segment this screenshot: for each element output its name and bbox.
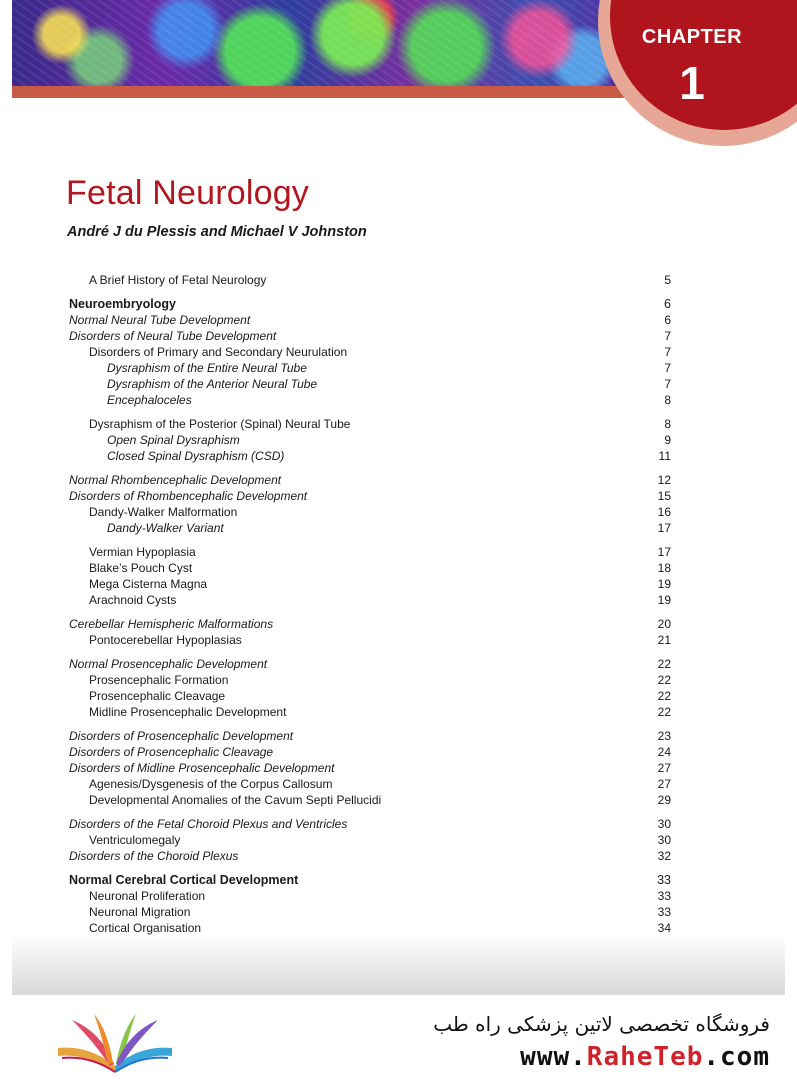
toc-entry-page: 21 bbox=[657, 633, 671, 647]
toc-entry-page: 24 bbox=[657, 745, 671, 759]
toc-entry-page: 18 bbox=[657, 561, 671, 575]
url-suffix: .com bbox=[703, 1042, 770, 1072]
toc-entry-page: 7 bbox=[664, 345, 671, 359]
toc-entry-page: 11 bbox=[658, 449, 671, 463]
toc-entry-page: 15 bbox=[657, 489, 671, 503]
toc-entry[interactable] bbox=[0, 344, 797, 360]
toc-entry-page: 33 bbox=[657, 873, 671, 887]
toc-entry[interactable] bbox=[0, 592, 797, 608]
toc-entry-title: Dysraphism of the Entire Neural Tube bbox=[107, 361, 307, 375]
page-bottom-fade bbox=[12, 935, 785, 995]
toc-entry-page: 5 bbox=[664, 273, 671, 287]
toc-entry-title: Pontocerebellar Hypoplasias bbox=[89, 633, 242, 647]
toc-entry-page: 7 bbox=[664, 329, 671, 343]
toc-entry-page: 22 bbox=[657, 657, 671, 671]
toc-entry-title: Normal Rhombencephalic Development bbox=[69, 473, 282, 487]
toc-entry[interactable] bbox=[0, 616, 797, 632]
toc-entry-page: 22 bbox=[657, 673, 671, 687]
toc-entry[interactable] bbox=[0, 432, 797, 448]
toc-entry-title: Disorders of Prosencephalic Cleavage bbox=[69, 745, 274, 759]
toc-entry[interactable] bbox=[0, 728, 797, 744]
toc-entry[interactable] bbox=[0, 744, 797, 760]
toc-entry-page: 6 bbox=[664, 297, 671, 311]
store-url[interactable] bbox=[410, 1042, 770, 1072]
toc-entry-page: 7 bbox=[664, 361, 671, 375]
toc-entry[interactable] bbox=[0, 792, 797, 808]
toc-entry[interactable] bbox=[0, 888, 797, 904]
toc-entry-page: 27 bbox=[657, 777, 671, 791]
toc-entry[interactable] bbox=[0, 504, 797, 520]
toc-entry-title: Disorders of Rhombencephalic Development bbox=[69, 489, 308, 503]
toc-entry-page: 22 bbox=[657, 689, 671, 703]
toc-entry-page: 9 bbox=[664, 433, 671, 447]
toc-entry[interactable] bbox=[0, 328, 797, 344]
toc-entry-page: 34 bbox=[657, 921, 671, 935]
toc-entry-page: 12 bbox=[657, 473, 671, 487]
toc-entry-title: A Brief History of Fetal Neurology bbox=[89, 273, 267, 287]
toc-entry-title: Developmental Anomalies of the Cavum Septi Pellucidi bbox=[89, 793, 382, 807]
toc-entry[interactable] bbox=[0, 488, 797, 504]
toc-entry-title: Dandy-Walker Malformation bbox=[89, 505, 238, 519]
toc-entry-title: Cortical Organisation bbox=[89, 921, 202, 935]
toc-entry[interactable] bbox=[0, 448, 797, 464]
toc-entry-title: Disorders of the Fetal Choroid Plexus and Ventricles bbox=[69, 817, 348, 831]
url-brand: RaheTeb bbox=[586, 1042, 704, 1072]
toc-entry-title: Normal Cerebral Cortical Development bbox=[69, 873, 299, 887]
toc-entry-title: Disorders of Prosencephalic Development bbox=[69, 729, 294, 743]
toc-entry-page: 20 bbox=[657, 617, 671, 631]
toc-entry-title: Normal Neural Tube Development bbox=[69, 313, 251, 327]
toc-entry-title: Midline Prosencephalic Development bbox=[89, 705, 287, 719]
chapter-number: 1 bbox=[679, 57, 705, 109]
toc-entry-title: Cerebellar Hemispheric Malformations bbox=[69, 617, 274, 631]
toc-entry-title: Ventriculomegaly bbox=[89, 833, 181, 847]
toc-entry-title: Mega Cisterna Magna bbox=[89, 577, 208, 591]
toc-entry-title: Disorders of Neural Tube Development bbox=[69, 329, 277, 343]
toc-entry-title: Neuroembryology bbox=[69, 297, 176, 311]
toc-entry[interactable] bbox=[0, 416, 797, 432]
toc-entry-title: Blake’s Pouch Cyst bbox=[89, 561, 193, 575]
chapter-label: CHAPTER bbox=[641, 26, 743, 48]
toc-entry-page: 19 bbox=[657, 577, 671, 591]
toc-entry-page: 30 bbox=[657, 817, 671, 831]
toc-entry-page: 29 bbox=[657, 793, 671, 807]
toc-entry-page: 8 bbox=[664, 417, 671, 431]
toc-entry[interactable] bbox=[0, 776, 797, 792]
toc-entry-title: Prosencephalic Formation bbox=[89, 673, 229, 687]
toc-entry-page: 22 bbox=[657, 705, 671, 719]
toc-entry-page: 17 bbox=[657, 521, 671, 535]
toc-entry-page: 27 bbox=[657, 761, 671, 775]
toc-entry[interactable] bbox=[0, 312, 797, 328]
toc-entry-title: Encephaloceles bbox=[107, 393, 192, 407]
toc-entry[interactable] bbox=[0, 520, 797, 536]
toc-entry-page: 33 bbox=[657, 889, 671, 903]
toc-entry-title: Dandy-Walker Variant bbox=[107, 521, 224, 535]
toc-entry-page: 32 bbox=[657, 849, 671, 863]
toc-entry-page: 16 bbox=[657, 505, 671, 519]
toc-entry[interactable] bbox=[0, 632, 797, 648]
toc-entry[interactable] bbox=[0, 296, 797, 312]
toc-entry-title: Neuronal Proliferation bbox=[89, 889, 206, 903]
toc-entry-title: Agenesis/Dysgenesis of the Corpus Callosum bbox=[89, 777, 333, 791]
toc-entry[interactable] bbox=[0, 472, 797, 488]
toc-entry[interactable] bbox=[0, 656, 797, 672]
toc-entry-title: Open Spinal Dysraphism bbox=[107, 433, 240, 447]
toc-entry-title: Dysraphism of the Posterior (Spinal) Neural Tube bbox=[89, 417, 351, 431]
toc-entry-page: 6 bbox=[664, 313, 671, 327]
toc-entry[interactable] bbox=[0, 904, 797, 920]
authors: André J du Plessis and Michael V Johnston bbox=[67, 224, 367, 240]
toc-entry-title: Neuronal Migration bbox=[89, 905, 191, 919]
toc-entry[interactable] bbox=[0, 272, 797, 288]
toc-entry[interactable] bbox=[0, 704, 797, 720]
store-name-persian: فروشگاه تخصصی لاتین پزشکی راه طب bbox=[433, 1012, 770, 1036]
toc-entry[interactable] bbox=[0, 672, 797, 688]
toc-entry-title: Vermian Hypoplasia bbox=[89, 545, 196, 559]
book-logo-icon bbox=[50, 1008, 180, 1074]
toc-entry[interactable] bbox=[0, 688, 797, 704]
toc-entry[interactable] bbox=[0, 872, 797, 888]
toc-entry[interactable] bbox=[0, 760, 797, 776]
toc-entry-title: Normal Prosencephalic Development bbox=[69, 657, 268, 671]
toc-entry[interactable] bbox=[0, 544, 797, 560]
toc-entry[interactable] bbox=[0, 392, 797, 408]
toc-entry[interactable] bbox=[0, 920, 797, 936]
toc-entry-title: Prosencephalic Cleavage bbox=[89, 689, 226, 703]
toc-entry-title: Closed Spinal Dysraphism (CSD) bbox=[107, 449, 285, 463]
toc-entry-page: 17 bbox=[657, 545, 671, 559]
toc-entry[interactable] bbox=[0, 848, 797, 864]
toc-entry[interactable] bbox=[0, 816, 797, 832]
toc-entry[interactable] bbox=[0, 376, 797, 392]
url-prefix: www. bbox=[520, 1042, 587, 1072]
toc-entry-page: 23 bbox=[657, 729, 671, 743]
toc-entry[interactable] bbox=[0, 832, 797, 848]
toc-entry-title: Arachnoid Cysts bbox=[89, 593, 177, 607]
toc-entry[interactable] bbox=[0, 560, 797, 576]
toc-entry-title: Disorders of the Choroid Plexus bbox=[69, 849, 239, 863]
toc-entry[interactable] bbox=[0, 360, 797, 376]
toc-entry-title: Disorders of Primary and Secondary Neurulation bbox=[89, 345, 348, 359]
toc-entry[interactable] bbox=[0, 576, 797, 592]
toc-entry-page: 8 bbox=[664, 393, 671, 407]
toc-entry-page: 19 bbox=[657, 593, 671, 607]
toc-entry-title: Dysraphism of the Anterior Neural Tube bbox=[107, 377, 318, 391]
toc-entry-title: Disorders of Midline Prosencephalic Development bbox=[69, 761, 335, 775]
toc-entry-page: 7 bbox=[664, 377, 671, 391]
toc-entry-page: 30 bbox=[657, 833, 671, 847]
chapter-title: Fetal Neurology bbox=[66, 174, 310, 212]
toc-entry-page: 33 bbox=[657, 905, 671, 919]
